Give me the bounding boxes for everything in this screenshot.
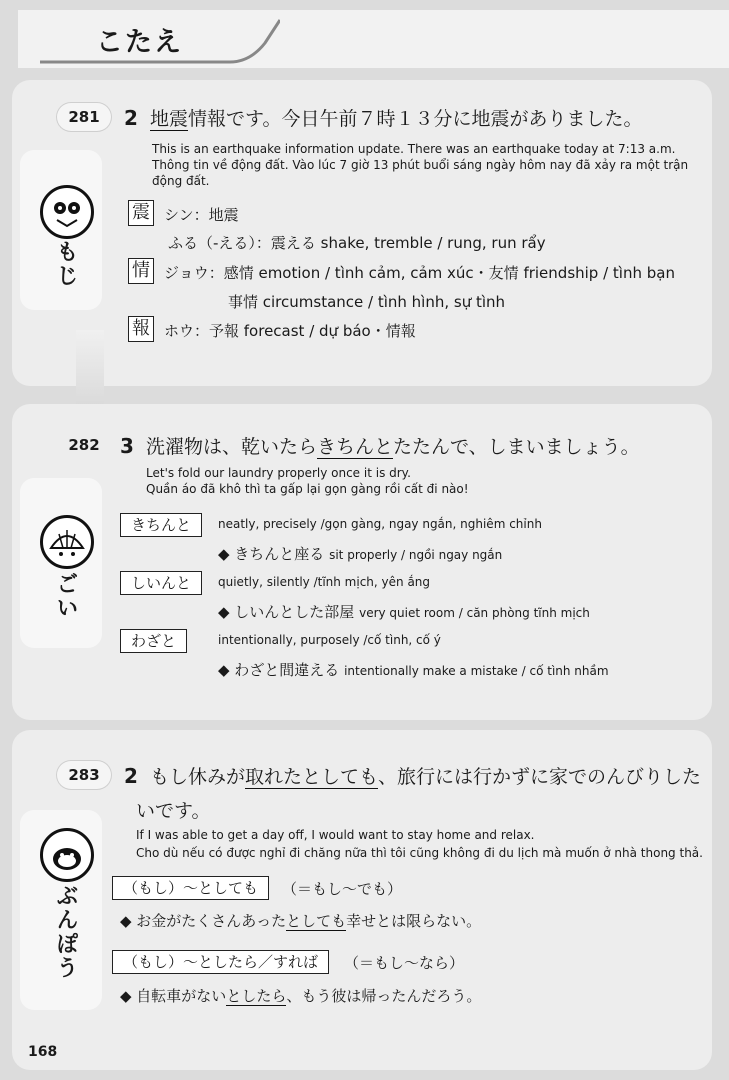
vocab-term: しいんと xyxy=(120,571,202,595)
vietnamese-translation-line2: động đất. xyxy=(152,174,210,188)
vocab-gloss: neatly, precisely /gọn gàng, ngay ngắn, nghiêm chỉnh xyxy=(218,517,542,531)
answer-sentence: 、旅行には行かずに家でのんびりした xyxy=(378,766,702,788)
answer-number: 2 xyxy=(124,106,138,130)
vocab-gloss: quietly, silently /tĩnh mịch, yên ắng xyxy=(218,575,431,589)
answer-282 xyxy=(120,432,640,459)
english-translation: This is an earthquake information update. There was an earthquake today at 7:13 a.m. xyxy=(152,142,676,156)
answer-number: 2 xyxy=(124,764,138,788)
kanji-reading: ジョウ：感情 emotion / tình cảm, cảm xúc・友情 friendship / tình bạn xyxy=(164,264,675,282)
vietnamese-translation-line1: Thông tin về động đất. Vào lúc 7 giờ 13 phút buổi sáng ngày hôm nay đã xảy ra một trận xyxy=(152,158,689,172)
monkey-icon xyxy=(40,828,94,882)
kanji-reading: ふる（-える）：震える shake, tremble / rung, run rẩy xyxy=(168,234,546,252)
answer-keyword: きちんと xyxy=(317,436,394,458)
grammar-example: ◆ お金がたくさんあったとしても幸せとは限らない。 xyxy=(120,912,482,930)
kanji-box: 震 xyxy=(128,200,154,226)
kanji-box: 情 xyxy=(128,258,154,284)
vocab-example: ◆ しいんとした部屋 very quiet room / căn phòng tĩnh mịch xyxy=(218,603,590,621)
vietnamese-translation: Cho dù nếu có được nghỉ đi chăng nữa thì tôi cũng không đi du lịch mà muốn ở nhà thong thả. xyxy=(136,846,703,860)
answer-sentence: 洗濯物は、乾いたら xyxy=(146,436,318,458)
kanji-reading: 事情 circumstance / tình hình, sự tình xyxy=(228,293,506,311)
vocab-term: きちんと xyxy=(120,513,202,537)
answer-number: 3 xyxy=(120,434,134,458)
tab-label-bunpou: ぶんぽう xyxy=(53,884,78,980)
english-translation: If I was able to get a day off, I would want to stay home and relax. xyxy=(136,828,535,842)
question-number-283: 283 xyxy=(56,760,112,790)
page-title: こたえ xyxy=(96,27,183,58)
answer-sentence: もし休みが xyxy=(150,766,246,788)
grammar-equivalent: （＝もし～でも） xyxy=(282,880,403,898)
answer-281 xyxy=(124,104,643,131)
answer-sentence: 情報です。今日午前７時１３分に地震がありました。 xyxy=(188,108,643,130)
kanji-reading: ホウ：予報 forecast / dự báo・情報 xyxy=(164,322,416,340)
vocab-term: わざと xyxy=(120,629,187,653)
english-translation: Let's fold our laundry properly once it is dry. xyxy=(146,466,411,480)
vocab-gloss: intentionally, purposely /cố tình, cố ý xyxy=(218,633,441,647)
tab-label-moji: もじ xyxy=(53,240,78,288)
answer-sentence: たたんで、しまいましょう。 xyxy=(393,436,640,458)
vocab-example: ◆ きちんと座る sit properly / ngồi ngay ngắn xyxy=(218,545,503,563)
grammar-equivalent: （＝もし～なら） xyxy=(344,954,465,972)
kanji-box: 報 xyxy=(128,316,154,342)
answer-283 xyxy=(124,762,701,789)
question-number-281: 281 xyxy=(56,102,112,132)
grammar-example: ◆ 自転車がないとしたら、もう彼は帰ったんだろう。 xyxy=(120,987,482,1005)
answer-keyword: 取れたとしても xyxy=(245,766,379,788)
vietnamese-translation: Quần áo đã khô thì ta gấp lại gọn gàng rồi cất đi nào! xyxy=(146,482,469,496)
tab-label-goi: ごい xyxy=(53,572,78,620)
grammar-pattern: （もし）～としたら／すれば xyxy=(112,950,329,974)
kanji-reading: シン：地震 xyxy=(164,206,239,224)
shell-icon xyxy=(40,515,94,569)
vocab-example: ◆ わざと間違える intentionally make a mistake / cố tình nhầm xyxy=(218,661,609,679)
owl-icon xyxy=(40,185,94,239)
answer-283-continued: いです。 xyxy=(136,800,211,822)
grammar-pattern: （もし）～としても xyxy=(112,876,269,900)
question-number-282: 282 xyxy=(68,436,100,454)
page-number: 168 xyxy=(28,1044,58,1060)
answer-keyword: 地震 xyxy=(150,108,189,130)
